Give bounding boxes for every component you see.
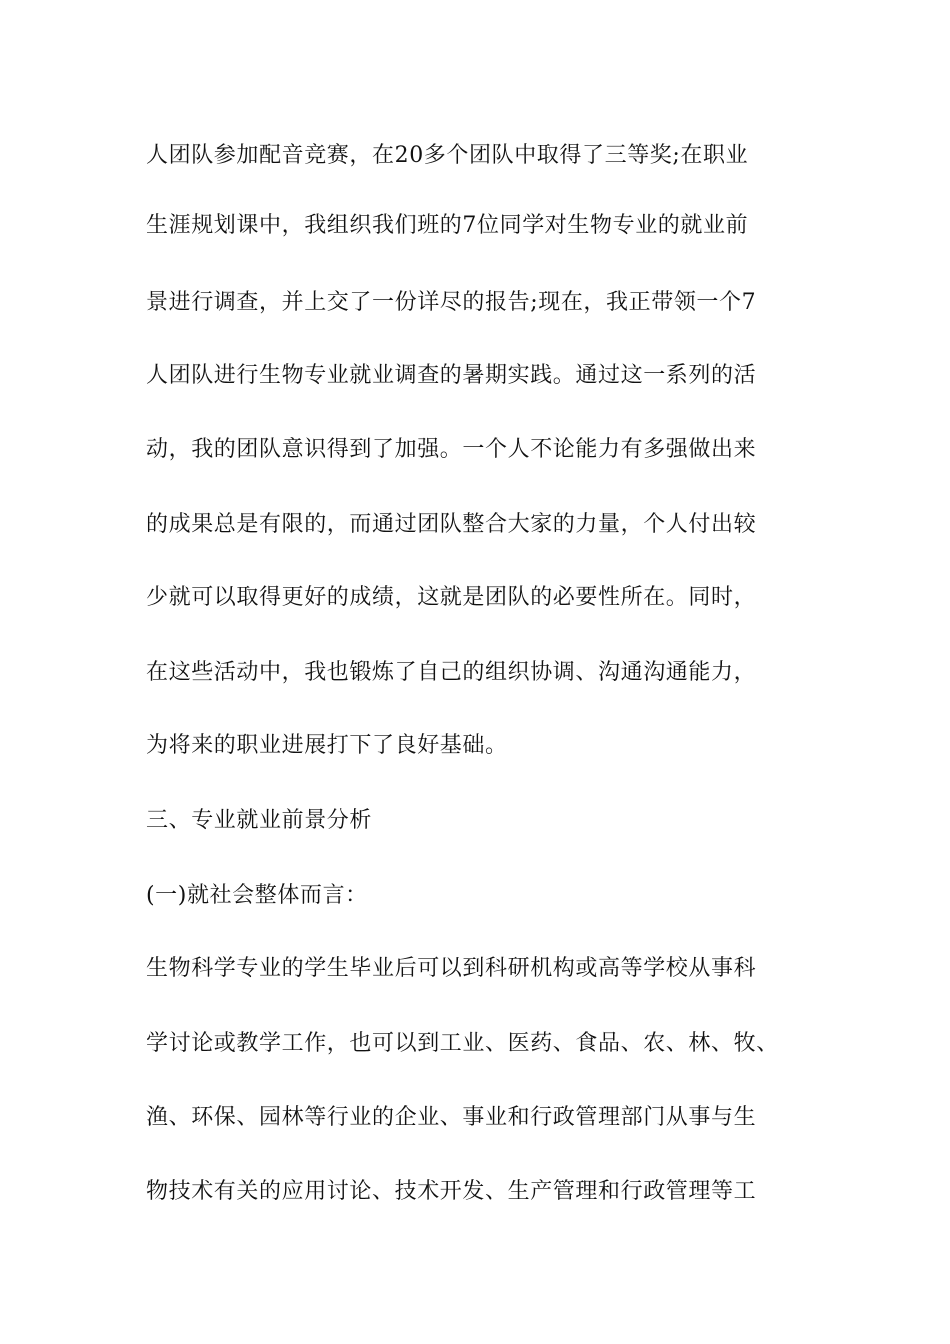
paragraph-line: 生涯规划课中，我组织我们班的7位同学对生物专业的就业前 bbox=[146, 213, 749, 238]
paragraph-line: 少就可以取得更好的成绩，这就是团队的必要性所在。同时， bbox=[146, 585, 757, 610]
paragraph-line: 物技术有关的应用讨论、技术开发、生产管理和行政管理等工 bbox=[146, 1179, 757, 1204]
paragraph-line: 人团队进行生物专业就业调查的暑期实践。通过这一系列的活 bbox=[146, 363, 757, 388]
paragraph-line: 学讨论或教学工作，也可以到工业、医药、食品、农、林、牧、 bbox=[146, 1031, 779, 1056]
paragraph-line: 的成果总是有限的，而通过团队整合大家的力量，个人付出较 bbox=[146, 512, 757, 537]
paragraph-line: 动，我的团队意识得到了加强。一个人不论能力有多强做出来 bbox=[146, 437, 757, 462]
paragraph-line: 渔、环保、园林等行业的企业、事业和行政管理部门从事与生 bbox=[146, 1105, 757, 1130]
section-heading: 三、专业就业前景分析 bbox=[146, 808, 373, 833]
paragraph-line: 人团队参加配音竞赛，在20多个团队中取得了三等奖;在职业 bbox=[146, 143, 749, 168]
subsection-heading: (一)就社会整体而言： bbox=[146, 883, 368, 908]
paragraph-line: 生物科学专业的学生毕业后可以到科研机构或高等学校从事科 bbox=[146, 956, 757, 981]
paragraph-line: 景进行调查，并上交了一份详尽的报告;现在，我正带领一个7 bbox=[146, 290, 757, 315]
paragraph-line: 在这些活动中，我也锻炼了自己的组织协调、沟通沟通能力， bbox=[146, 660, 757, 685]
paragraph-line: 为将来的职业进展打下了良好基础。 bbox=[146, 733, 508, 758]
